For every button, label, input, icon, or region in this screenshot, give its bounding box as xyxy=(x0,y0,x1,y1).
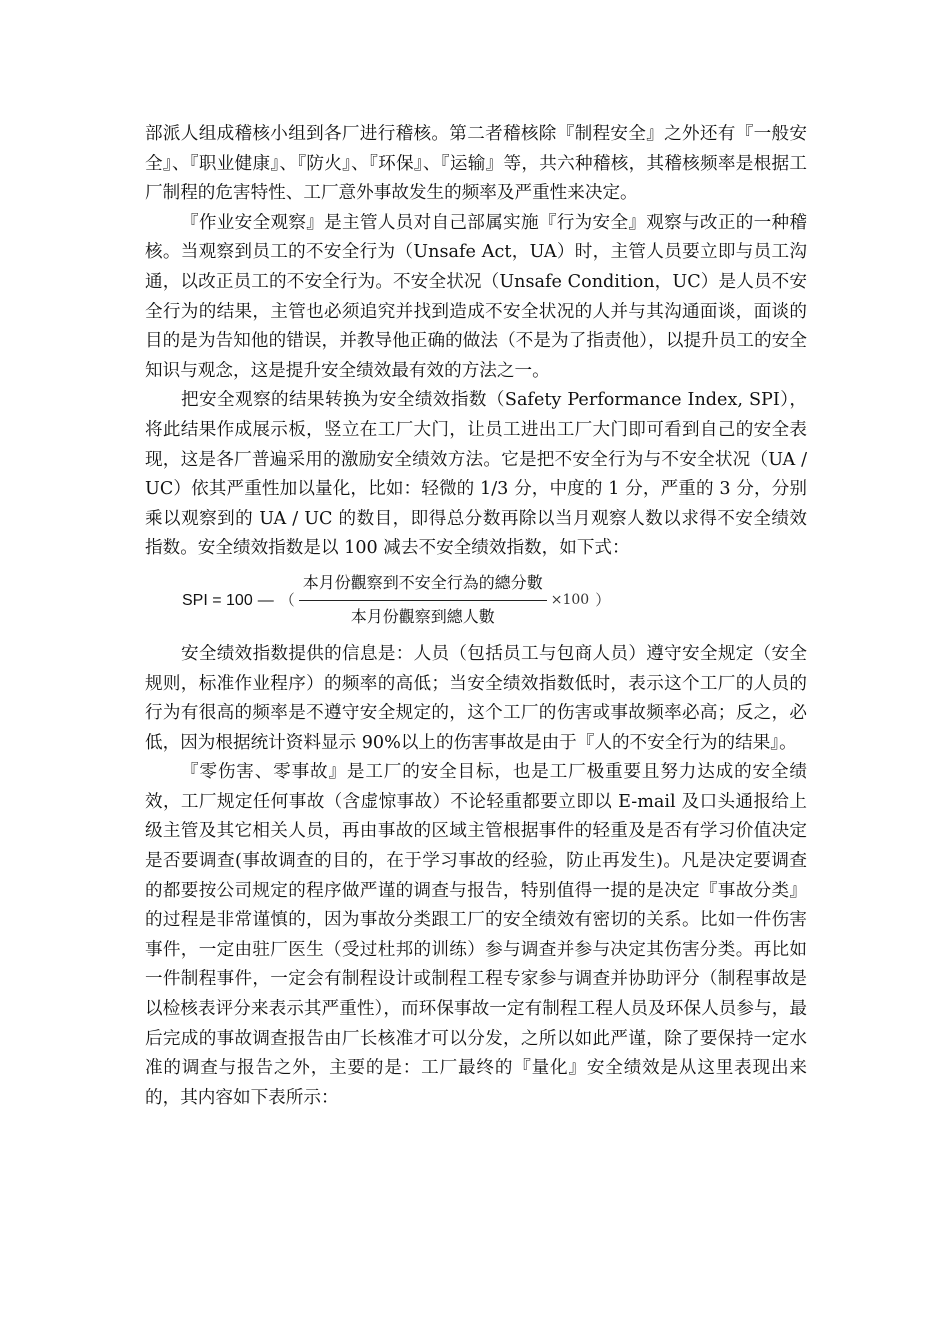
paragraph-safety-observation: 『作业安全观察』是主管人员对自己部属实施『行为安全』观察与改正的一种稽核。当观察到员工的不安全行为（Unsafe Act，UA）时，主管人员要立即与员工沟通，以改正员工的不安全行为。不安全状况（Unsafe Condition，UC）是人员不安全行为的结果，主管也必须追究并找到造成不安全状况的人并与其沟通面谈，面谈的目的是为告知他的错误，并教导他正确的做法（不是为了指责他），以提升员工的安全知识与观念，这是提升安全绩效最有效的方法之一。 xyxy=(145,212,807,381)
paragraph-audit-types: 部派人组成稽核小组到各厂进行稽核。第二者稽核除『制程安全』之外还有『一般安全』、『职业健康』、『防火』、『环保』、『运输』等，共六种稽核，其稽核频率是根据工厂制程的危害特性、工厂意外事故发生的频率及严重性来决定。 xyxy=(145,124,807,204)
formula-minus: — xyxy=(257,592,274,610)
paragraph-spi-intro: 把安全观察的结果转换为安全绩效指数（Safety Performance Index, SPI），将此结果作成展示板，竖立在工厂大门，让员工进出工厂大门即可看到自己的安全表现，这是各厂普遍采用的激励安全绩效方法。它是把不安全行为与不安全状况（UA / UC）依其严重性加以量化，比如：轻微的 1/3 分，中度的 1 分，严重的 3 分，分别乘以观察到的 UA / UC 的数目，即得总分数再除以当月观察人数以求得不安全绩效指数。安全绩效指数是以 100 减去不安全绩效指数，如下式： xyxy=(145,390,807,559)
formula-lhs: SPI = 100 xyxy=(182,592,253,610)
paragraph-spi-meaning: 安全绩效指数提供的信息是：人员（包括员工与包商人员）遵守安全规定（安全规则，标准作业程序）的频率的高低；当安全绩效指数低时，表示这个工厂的人员的行为有很高的频率是不遵守安全规定的，这个工厂的伤害或事故频率必高；反之，必低，因为根据统计资料显示 90%以上的伤害事故是由于『人的不安全行为的结果』。 xyxy=(145,643,807,753)
formula-close-paren: ） xyxy=(595,592,611,610)
document-page xyxy=(145,120,807,1113)
formula-open-paren: （ xyxy=(279,592,295,610)
formula-multiplier: ×100 xyxy=(550,592,590,609)
formula-numerator: 本月份觀察到不安全行為的總分數 xyxy=(299,569,547,602)
formula-denominator: 本月份觀察到總人數 xyxy=(350,609,495,627)
formula-fraction xyxy=(299,569,547,633)
paragraph-zero-accident: 『零伤害、零事故』是工厂的安全目标，也是工厂极重要且努力达成的安全绩效，工厂规定任何事故（含虚惊事故）不论轻重都要立即以 E-mail 及口头通报给上级主管及其它相关人员，再由事故的区域主管根据事件的轻重及是否有学习价值决定是否要调查(事故调查的目的，在于学习事故的经验，防止再发生)。凡是决定要调查的都要按公司规定的程序做严谨的调查与报告，特别值得一提的是决定『事故分类』的过程是非常谨慎的，因为事故分类跟工厂的安全绩效有密切的关系。比如一件伤害事件，一定由驻厂医生（受过杜邦的训练）参与调查并参与决定其伤害分类。再比如一件制程事件，一定会有制程设计或制程工程专家参与调查并协助评分（制程事故是以检核表评分来表示其严重性），而环保事故一定有制程工程人员及环保人员参与，最后完成的事故调查报告由厂长核准才可以分发，之所以如此严谨，除了要保持一定水准的调查与报告之外，主要的是：工厂最终的『量化』安全绩效是从这里表现出来的，其内容如下表所示： xyxy=(145,762,807,1108)
spi-formula xyxy=(145,572,807,630)
